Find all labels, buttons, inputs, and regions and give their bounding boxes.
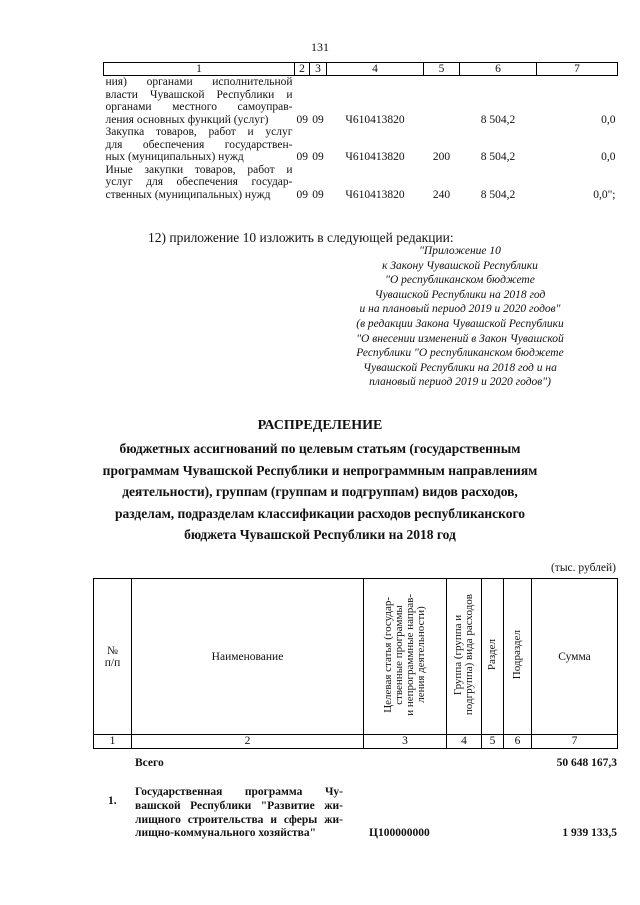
total-value: 50 648 167,3: [556, 757, 617, 769]
name-line: ных (муниципальных) нужд: [105, 151, 244, 163]
row-number: 1.: [108, 795, 117, 807]
header-group-line: подгруппа) вида расходов: [463, 594, 475, 716]
section-cell: 09: [296, 151, 308, 163]
name-line: ления основных функций (услуг): [105, 113, 269, 126]
annex-line: и на плановый период 2019 и 2020 годов": [359, 303, 561, 316]
header-section: [482, 579, 504, 735]
program-sum: 1 939 133,5: [562, 827, 617, 839]
table-row: [104, 126, 618, 164]
subheading-line: бюджета Чувашской Республики на 2018 год: [184, 527, 456, 542]
column-number-row: [104, 63, 618, 76]
col-number: 3: [364, 735, 447, 749]
col-number: 4: [447, 735, 482, 749]
group-cell: [424, 76, 460, 127]
sum-cell: 8 504,2: [480, 151, 516, 163]
program-code: Ц100000000: [369, 827, 430, 839]
document-subheading: [90, 438, 550, 546]
sum-cell: 8 504,2: [480, 188, 516, 201]
sum-cell: 0,0";: [593, 188, 616, 201]
col-number: 4: [327, 63, 424, 76]
code-cell: Ч610413820: [345, 188, 405, 201]
name-line: органами местного самоуправ-: [105, 101, 293, 113]
main-table-header: [93, 578, 618, 749]
col-number: 1: [104, 63, 295, 76]
row-name: [104, 164, 295, 202]
col-number: 5: [482, 735, 504, 749]
header-num: [94, 579, 132, 735]
program-name-line: лищно-коммунального хозяйства": [135, 827, 316, 840]
annex-line: "Приложение 10: [419, 245, 501, 257]
units-label: (тыс. рублей): [550, 562, 616, 574]
table-row: [104, 76, 618, 127]
annex-line: (в редакции Закона Чувашской Республики: [356, 317, 564, 330]
header-section-text: Раздел: [486, 639, 498, 671]
code-cell: Ч610413820: [345, 113, 405, 126]
header-target-line: ления деятельности): [415, 606, 427, 704]
header-target-line: Целевая статья (государ-: [382, 597, 394, 713]
col-number: 2: [295, 63, 310, 76]
col-number: 6: [460, 63, 537, 76]
program-name-line: Государственная программа Чу-: [135, 786, 343, 798]
header-target: [364, 579, 447, 735]
subsection-cell: 09: [312, 188, 324, 201]
name-line: Закупка товаров, работ и услуг: [105, 126, 293, 138]
program-name-line: лищного строительства и сферы жи-: [135, 813, 343, 826]
annex-note: [300, 244, 620, 390]
program-name: [135, 786, 343, 841]
continuation-table: [103, 62, 618, 201]
header-num-line: №: [107, 644, 118, 657]
row-name: [104, 76, 295, 127]
subheading-line: бюджетных ассигнований по целевым статьям (государственным: [119, 441, 521, 456]
header-target-line: и непрограммные направ-: [404, 594, 416, 716]
row-name: [104, 126, 295, 164]
header-group-line: Группа (группа и: [452, 614, 464, 696]
col-number: 5: [424, 63, 460, 76]
document-heading: РАСПРЕДЕЛЕНИЕ: [257, 418, 383, 433]
header-row: [94, 579, 618, 735]
header-group-text: [453, 594, 475, 715]
table-row: [104, 164, 618, 202]
header-num-line: п/п: [104, 656, 121, 669]
annex-line: Чувашской Республики на 2018 год и на: [363, 361, 557, 374]
subsection-cell: 09: [312, 151, 324, 163]
name-line: для обеспечения государствен-: [105, 138, 293, 151]
name-line: власти Чувашской Республики и: [105, 88, 293, 101]
section-cell: 09: [296, 188, 308, 201]
header-subsection-text: Подраздел: [511, 630, 523, 680]
header-sum: Сумма: [532, 579, 618, 735]
annex-line: Чувашской Республики на 2018 год: [374, 288, 546, 301]
annex-line: к Закону Чувашской Республики: [382, 259, 538, 272]
subheading-line: разделам, подразделам классификации расходов республиканского: [114, 505, 525, 521]
sum-cell: 8 504,2: [480, 113, 516, 126]
subsection-cell: 09: [312, 113, 324, 126]
name-line: Иные закупки товаров, работ и: [105, 163, 293, 176]
column-number-row: [94, 735, 618, 749]
name-line: услуг для обеспечения государ-: [105, 176, 293, 188]
annex-line: плановый период 2019 и 2020 годов"): [369, 376, 551, 389]
annex-line: "О внесении изменений в Закон Чувашской: [356, 332, 564, 345]
col-number: 2: [132, 735, 364, 749]
header-name: Наименование: [132, 579, 364, 735]
name-line: ния) органами исполнительной: [105, 76, 293, 88]
group-cell: 200: [432, 151, 451, 163]
col-number: 6: [504, 735, 532, 749]
header-target-text: [383, 594, 427, 716]
subheading-line: деятельности), группам (группам и подгруппам) видов расходов,: [122, 484, 518, 499]
page-number: 131: [311, 40, 329, 54]
subheading-line: программам Чувашской Республики и непрограммным направлениям: [102, 462, 538, 478]
header-subsection: [504, 579, 532, 735]
annex-line: Республики "О республиканском бюджете: [356, 347, 564, 360]
name-line: ственных (муниципальных) нужд: [105, 188, 271, 201]
program-name-line: вашской Республики "Развитие жи-: [135, 799, 343, 812]
sum-cell: 0,0: [601, 113, 616, 126]
col-number: 3: [310, 63, 327, 76]
code-cell: Ч610413820: [345, 151, 405, 163]
group-cell: 240: [432, 188, 451, 201]
col-number: 1: [94, 735, 132, 749]
section-cell: 09: [296, 113, 308, 126]
annex-line: "О республиканском бюджете: [385, 274, 535, 287]
sum-cell: 0,0: [601, 151, 616, 163]
paragraph-12: 12) приложение 10 изложить в следующей редакции:: [148, 230, 454, 245]
header-group: [447, 579, 482, 735]
total-label: Всего: [135, 757, 164, 769]
col-number: 7: [537, 63, 618, 76]
col-number: 7: [532, 735, 618, 749]
header-target-line: ственные программы: [393, 605, 405, 705]
